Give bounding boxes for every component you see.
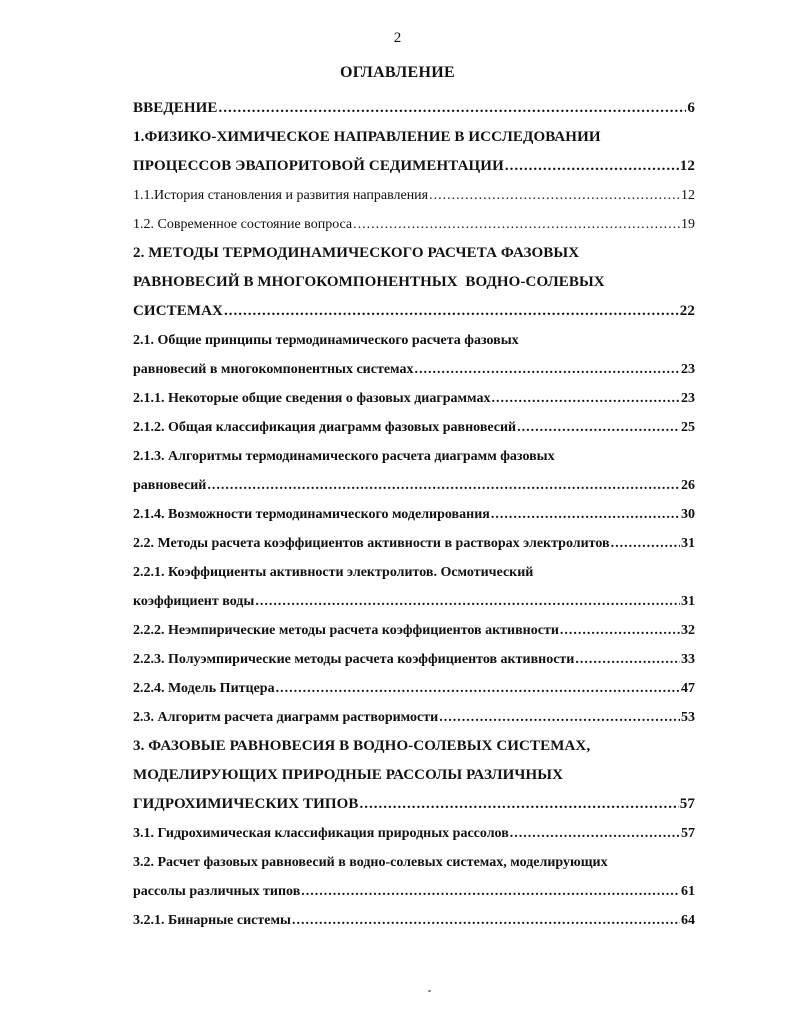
toc-chapter-3-line-2: МОДЕЛИРУЮЩИХ ПРИРОДНЫЕ РАССОЛЫ РАЗЛИЧНЫХ	[133, 767, 564, 783]
toc-entry-1-1	[133, 181, 695, 210]
toc-chapter-1-line-2	[133, 152, 695, 181]
toc-entry-2-1-3-line-2	[133, 471, 695, 500]
dot-leader	[207, 471, 680, 500]
toc-entry-text: 2.2.4. Модель Питцера	[133, 681, 275, 696]
toc-entry-text: 1.2. Современное состояние вопроса	[133, 217, 353, 232]
toc-entry-text: 2.1.1. Некоторые общие сведения о фазовых диаграммах	[133, 391, 491, 406]
toc-entry-3-2-1	[133, 906, 695, 935]
dot-leader	[429, 181, 680, 210]
toc-entry-text: ГИДРОХИМИЧЕСКИХ ТИПОВ	[133, 796, 359, 812]
toc-entry-text: 2.1.2. Общая классификация диаграмм фазовых равновесий	[133, 420, 517, 435]
toc-entry-2-2	[133, 529, 695, 558]
toc-entry-2-2-1-line-1: 2.2.1. Коэффициенты активности электролитов. Осмотический	[133, 565, 534, 580]
toc-entry-text: 3.2.1. Бинарные системы	[133, 913, 291, 928]
toc-entry-page: 31	[681, 536, 695, 551]
toc-entry-page: 12	[679, 158, 695, 174]
toc-entry-text: 3.1. Гидрохимическая классификация природных рассолов	[133, 826, 509, 841]
toc-entry-2-1-3-line-1: 2.1.3. Алгоритмы термодинамического расчета диаграмм фазовых	[133, 449, 555, 464]
toc-chapter-1-line-1: 1.ФИЗИКО-ХИМИЧЕСКОЕ НАПРАВЛЕНИЕ В ИССЛЕДОВАНИИ	[133, 129, 601, 145]
toc-entry-text: 2.2. Методы расчета коэффициентов активности в растворах электролитов	[133, 536, 610, 551]
dot-leader	[575, 645, 680, 674]
dot-leader	[301, 877, 680, 906]
toc-entry-text: 2.2.3. Полуэмпирические методы расчета коэффициентов активности	[133, 652, 575, 667]
toc-entry-text: ПРОЦЕССОВ ЭВАПОРИТОВОЙ СЕДИМЕНТАЦИИ	[133, 158, 504, 174]
dot-leader	[276, 674, 680, 703]
toc-entry-page: 12	[681, 188, 695, 203]
toc-entry-2-1-2	[133, 413, 695, 442]
toc-entry-introduction	[133, 94, 695, 123]
toc-entry-page: 26	[681, 478, 695, 493]
dot-leader	[505, 152, 679, 181]
toc-entry-text: 1.1.История становления и развития направления	[133, 188, 429, 203]
toc-entry-page: 57	[679, 796, 695, 812]
toc-entry-2-3	[133, 703, 695, 732]
dot-leader	[292, 906, 680, 935]
toc-entry-page: 64	[681, 913, 695, 928]
dot-leader	[218, 94, 686, 123]
toc-chapter-2-line-1: 2. МЕТОДЫ ТЕРМОДИНАМИЧЕСКОГО РАСЧЕТА ФАЗОВЫХ	[133, 245, 580, 261]
toc-chapter-2-line-3	[133, 297, 695, 326]
toc-entry-2-2-4	[133, 674, 695, 703]
toc-entry-2-2-1-line-2	[133, 587, 695, 616]
toc-entry-page: 32	[681, 623, 695, 638]
toc-entry-3-1	[133, 819, 695, 848]
toc-entry-text: рассолы различных типов	[133, 884, 301, 899]
toc-chapter-2-line-2: РАВНОВЕСИЙ В МНОГОКОМПОНЕНТНЫХ ВОДНО-СОЛЕВЫХ	[133, 274, 605, 290]
dot-leader	[224, 297, 679, 326]
toc-chapter-3-line-1: 3. ФАЗОВЫЕ РАВНОВЕСИЯ В ВОДНО-СОЛЕВЫХ СИСТЕМАХ,	[133, 738, 591, 754]
toc-entry-text: равновесий в многокомпонентных системах	[133, 362, 414, 377]
dot-leader	[560, 616, 680, 645]
dot-leader	[415, 355, 681, 384]
toc-title: ОГЛАВЛЕНИЕ	[340, 64, 455, 81]
table-of-contents	[133, 94, 695, 935]
dot-leader	[517, 413, 680, 442]
dot-leader	[353, 210, 680, 239]
toc-entry-page: 25	[681, 420, 695, 435]
toc-entry-text: 2.1.4. Возможности термодинамического моделирования	[133, 507, 490, 522]
toc-entry-page: 23	[681, 391, 695, 406]
dot-leader	[439, 703, 680, 732]
dot-leader	[491, 500, 680, 529]
dot-leader	[491, 384, 680, 413]
toc-entry-text: 2.2.2. Неэмпирические методы расчета коэффициентов активности	[133, 623, 559, 638]
toc-entry-text: равновесий	[133, 478, 207, 493]
scan-speck	[428, 990, 431, 992]
toc-entry-3-2-line-1: 3.2. Расчет фазовых равновесий в водно-солевых системах, моделирующих	[133, 855, 608, 870]
dot-leader	[510, 819, 680, 848]
toc-entry-2-2-2	[133, 616, 695, 645]
toc-entry-2-2-3	[133, 645, 695, 674]
toc-entry-page: 61	[681, 884, 695, 899]
toc-entry-page: 31	[681, 594, 695, 609]
dot-leader	[611, 529, 680, 558]
toc-entry-text: коэффициент воды	[133, 594, 255, 609]
dot-leader	[360, 790, 679, 819]
toc-chapter-3-line-3	[133, 790, 695, 819]
toc-entry-text: 2.3. Алгоритм расчета диаграмм растворимости	[133, 710, 439, 725]
toc-entry-text: СИСТЕМАХ	[133, 303, 223, 319]
toc-entry-page: 6	[687, 100, 695, 116]
toc-entry-page: 23	[681, 362, 695, 377]
toc-entry-page: 53	[681, 710, 695, 725]
toc-entry-page: 22	[679, 303, 695, 319]
toc-entry-text: ВВЕДЕНИЕ	[133, 100, 218, 116]
toc-entry-page: 33	[681, 652, 695, 667]
toc-entry-1-2	[133, 210, 695, 239]
toc-entry-page: 30	[681, 507, 695, 522]
toc-entry-2-1-line-2	[133, 355, 695, 384]
toc-entry-2-1-1	[133, 384, 695, 413]
page-number: 2	[393, 30, 402, 46]
toc-entry-2-1-line-1: 2.1. Общие принципы термодинамического расчета фазовых	[133, 333, 519, 348]
toc-entry-2-1-4	[133, 500, 695, 529]
toc-entry-3-2-line-2	[133, 877, 695, 906]
dot-leader	[255, 587, 680, 616]
toc-entry-page: 57	[681, 826, 695, 841]
toc-entry-page: 47	[681, 681, 695, 696]
toc-entry-page: 19	[681, 217, 695, 232]
